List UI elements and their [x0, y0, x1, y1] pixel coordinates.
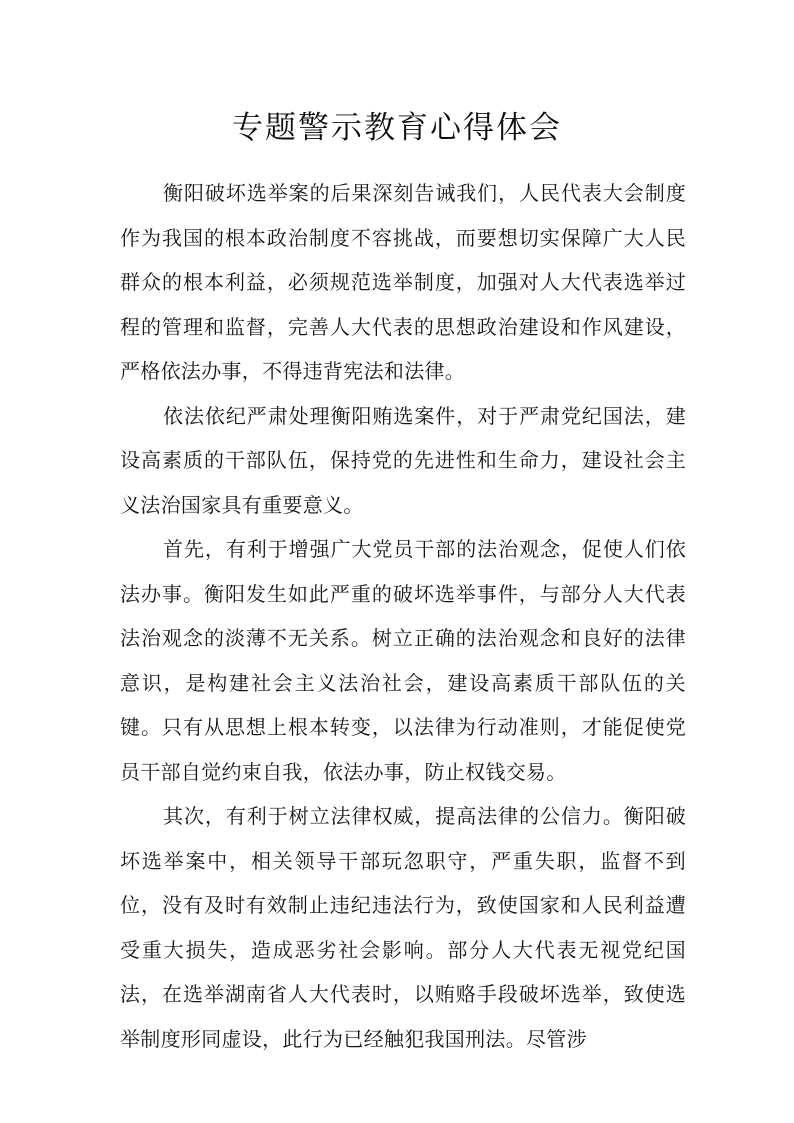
- paragraph-2: 依法依纪严肃处理衡阳贿选案件，对于严肃党纪国法，建设高素质的干部队伍，保持党的先进性和生命力，建设社会主义法治国家具有重要意义。: [120, 403, 686, 517]
- paragraph-1: 衡阳破坏选举案的后果深刻告诫我们，人民代表大会制度作为我国的根本政治制度不容挑战，而要想切实保障广大人民群众的根本利益，必须规范选举制度，加强对人大代表选举过程的管理和监督，完善人大代表的思想政治建设和作风建设，严格依法办事，不得违背宪法和法律。: [120, 181, 686, 383]
- paragraph-3: 首先，有利于增强广大党员干部的法治观念，促使人们依法办事。衡阳发生如此严重的破坏选举事件，与部分人大代表法治观念的淡薄不无关系。树立正确的法治观念和良好的法律意识，是构建社会主义法治社会，建设高素质干部队伍的关键。只有从思想上根本转变，以法律为行动准则，才能促使党员干部自觉约束自我，依法办事，防止权钱交易。: [120, 537, 686, 784]
- document-title: 专题警示教育心得体会: [232, 110, 562, 146]
- document-body: [120, 171, 686, 1061]
- paragraph-4: 其次，有利于树立法律权威，提高法律的公信力。衡阳破坏选举案中，相关领导干部玩忽职守，严重失职，监督不到位，没有及时有效制止违纪违法行为，致使国家和人民利益遭受重大损失，造成恶劣社会影响。部分人大代表无视党纪国法，在选举湖南省人大代表时，以贿赂手段破坏选举，致使选举制度形同虚设，此行为已经触犯我国刑法。尽管涉: [120, 804, 686, 1051]
